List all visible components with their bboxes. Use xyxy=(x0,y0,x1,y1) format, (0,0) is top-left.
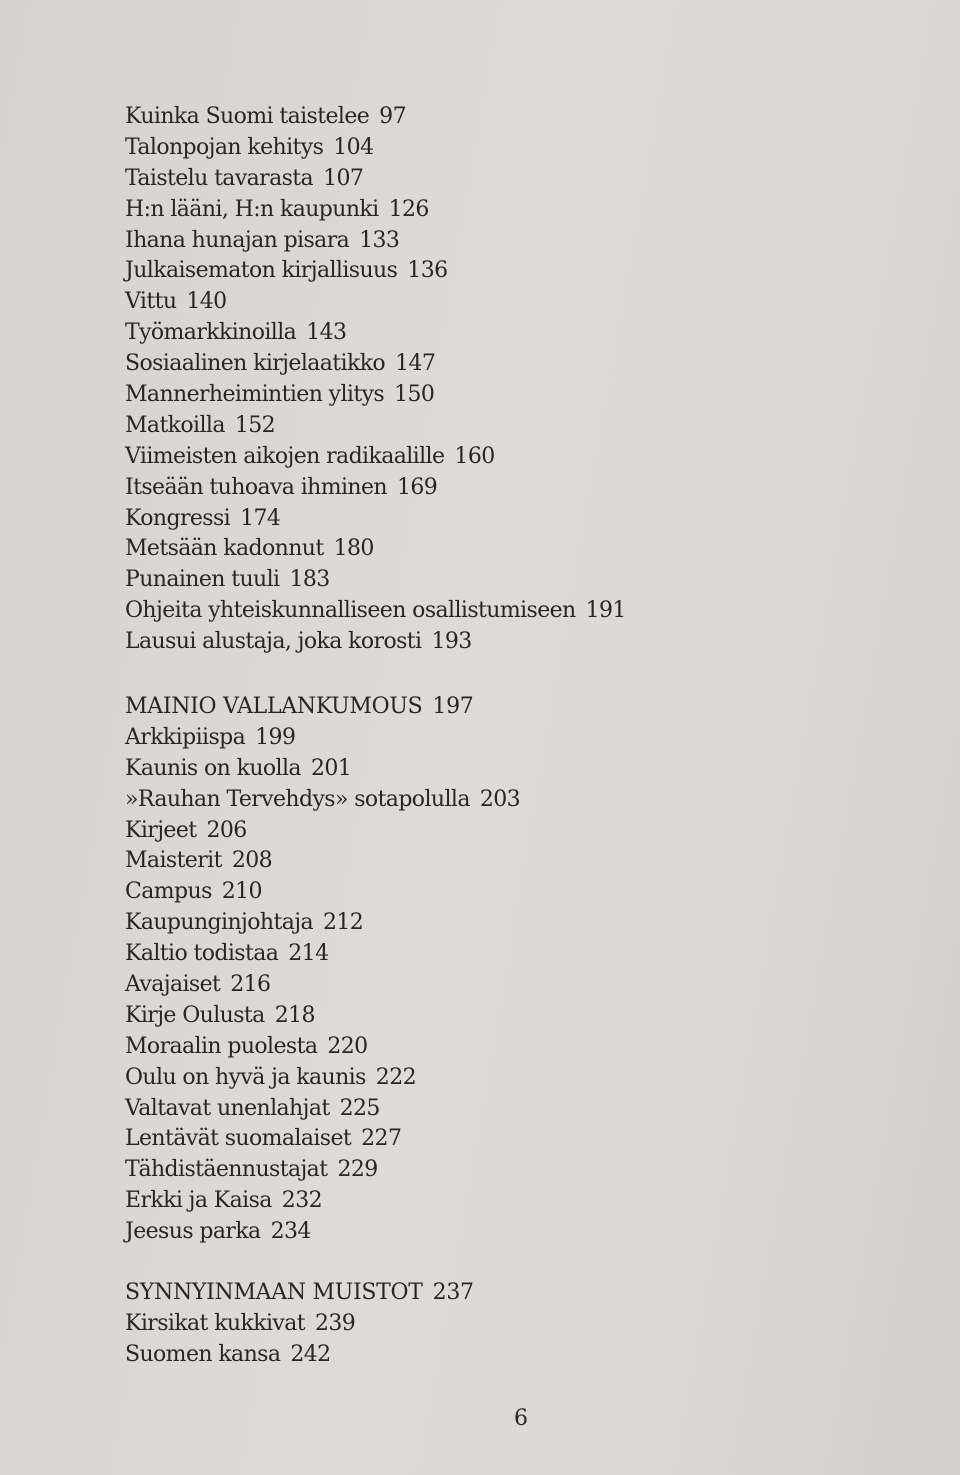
toc-section-synnyinmaan-muistot xyxy=(125,1278,474,1371)
toc-entry xyxy=(125,195,626,226)
entry-page-number: 222 xyxy=(375,1064,416,1090)
toc-entry xyxy=(125,939,520,970)
entry-page-number: 180 xyxy=(333,536,374,562)
toc-entry xyxy=(125,877,520,908)
entry-page-number: 160 xyxy=(454,443,495,469)
entry-title: Julkaisematon kirjallisuus xyxy=(125,258,398,284)
toc-entry xyxy=(125,1094,520,1125)
entry-page-number: 234 xyxy=(270,1219,311,1245)
entry-page-number: 193 xyxy=(431,629,472,655)
entry-title: Valtavat unenlahjat xyxy=(125,1095,330,1121)
toc-entry xyxy=(125,287,626,318)
entry-title: Arkkipiispa xyxy=(125,724,246,750)
toc-entry xyxy=(125,1340,474,1371)
entry-page-number: 218 xyxy=(274,1002,315,1028)
toc-entry xyxy=(125,1309,474,1340)
toc-entry xyxy=(125,411,626,442)
toc-section-1 xyxy=(125,102,626,658)
entry-page-number: 201 xyxy=(310,755,352,781)
entry-page-number: 199 xyxy=(255,724,296,750)
entry-page-number: 210 xyxy=(221,879,262,905)
entry-page-number: 208 xyxy=(231,848,273,874)
entry-title: Itseään tuhoava ihminen xyxy=(125,474,387,500)
entry-title: Viimeisten aikojen radikaalille xyxy=(125,443,445,469)
entry-page-number: 140 xyxy=(186,289,227,315)
entry-title: Kongressi xyxy=(125,505,231,531)
toc-entry xyxy=(125,442,626,473)
section-heading xyxy=(125,1278,474,1309)
toc-entry xyxy=(125,102,626,133)
entry-title: Vittu xyxy=(125,289,177,315)
entry-title: Metsään kadonnut xyxy=(125,536,324,562)
entry-page-number: 237 xyxy=(432,1280,474,1305)
entry-page-number: 143 xyxy=(306,320,347,346)
entry-title: Jeesus parka xyxy=(125,1219,261,1245)
entry-title: Erkki ja Kaisa xyxy=(125,1188,272,1214)
toc-entry xyxy=(125,596,626,627)
toc-entry xyxy=(125,908,520,939)
entry-page-number: 227 xyxy=(361,1126,402,1152)
toc-entry xyxy=(125,1063,520,1094)
entry-title: Tähdistäennustajat xyxy=(125,1157,328,1183)
entry-page-number: 126 xyxy=(388,196,429,222)
toc-entry xyxy=(125,1217,520,1248)
entry-page-number: 150 xyxy=(394,382,435,408)
toc-entry xyxy=(125,164,626,195)
entry-title: Lentävät suomalaiset xyxy=(125,1126,352,1152)
entry-page-number: 206 xyxy=(206,817,247,843)
entry-title: Maisterit xyxy=(125,848,222,874)
toc-entry xyxy=(125,133,626,164)
entry-title: Työmarkkinoilla xyxy=(125,320,297,346)
toc-entry xyxy=(125,627,626,658)
toc-entry xyxy=(125,816,520,847)
entry-page-number: 197 xyxy=(432,694,474,719)
entry-page-number: 229 xyxy=(337,1157,378,1183)
toc-entry xyxy=(125,256,626,287)
toc-entry xyxy=(125,473,626,504)
toc-entry xyxy=(125,1032,520,1063)
entry-page-number: 214 xyxy=(288,941,329,967)
entry-page-number: 104 xyxy=(333,134,374,160)
entry-title: Kirje Oulusta xyxy=(125,1002,265,1028)
toc-entry xyxy=(125,565,626,596)
entry-page-number: 133 xyxy=(359,227,400,253)
toc-entry xyxy=(125,1124,520,1155)
entry-page-number: 152 xyxy=(234,412,276,438)
toc-entry xyxy=(125,1155,520,1186)
entry-page-number: 212 xyxy=(322,910,364,936)
toc-entry xyxy=(125,534,626,565)
entry-title: Talonpojan kehitys xyxy=(125,134,324,160)
entry-page-number: 220 xyxy=(327,1033,368,1059)
entry-page-number: 147 xyxy=(395,351,436,377)
entry-title: Taistelu tavarasta xyxy=(125,165,314,191)
entry-title: SYNNYINMAAN MUISTOT xyxy=(125,1280,423,1305)
toc-entry xyxy=(125,723,520,754)
entry-title: Moraalin puolesta xyxy=(125,1033,318,1059)
entry-title: Kuinka Suomi taistelee xyxy=(125,104,370,129)
section-heading xyxy=(125,692,520,723)
entry-title: Kirjeet xyxy=(125,817,197,843)
entry-title: Sosiaalinen kirjelaatikko xyxy=(125,351,386,377)
toc-entry xyxy=(125,380,626,411)
entry-title: Ohjeita yhteiskunnalliseen osallistumiseen xyxy=(125,598,576,624)
toc-entry xyxy=(125,504,626,535)
entry-title: Ihana hunajan pisara xyxy=(125,227,350,253)
entry-page-number: 232 xyxy=(281,1188,322,1214)
page-number: 6 xyxy=(514,1406,528,1431)
toc-entry xyxy=(125,226,626,257)
entry-title: Kaunis on kuolla xyxy=(125,755,301,781)
entry-title: Kaupunginjohtaja xyxy=(125,910,313,936)
entry-title: Lausui alustaja, joka korosti xyxy=(125,629,422,655)
entry-title: H:n lääni, H:n kaupunki xyxy=(125,196,379,222)
entry-page-number: 242 xyxy=(290,1341,331,1367)
toc-entry xyxy=(125,846,520,877)
entry-page-number: 136 xyxy=(407,258,448,284)
toc-entry xyxy=(125,349,626,380)
entry-page-number: 107 xyxy=(323,165,364,191)
entry-title: MAINIO VALLANKUMOUS xyxy=(125,694,423,719)
entry-page-number: 174 xyxy=(240,505,281,531)
entry-page-number: 191 xyxy=(585,598,626,624)
toc-entry xyxy=(125,1001,520,1032)
entry-title: Campus xyxy=(125,879,212,905)
entry-page-number: 225 xyxy=(339,1095,380,1121)
toc-entry xyxy=(125,318,626,349)
toc-section-mainio-vallankumous xyxy=(125,692,520,1248)
entry-title: Kirsikat kukkivat xyxy=(125,1310,305,1336)
entry-title: Suomen kansa xyxy=(125,1341,281,1367)
entry-page-number: 239 xyxy=(314,1310,356,1336)
toc-entry xyxy=(125,785,520,816)
entry-title: Avajaiset xyxy=(125,972,221,998)
toc-entry xyxy=(125,1186,520,1217)
entry-page-number: 216 xyxy=(230,972,271,998)
entry-title: »Rauhan Tervehdys» sotapolulla xyxy=(125,786,470,812)
entry-title: Kaltio todistaa xyxy=(125,941,279,967)
entry-title: Mannerheimintien ylitys xyxy=(125,382,385,408)
entry-page-number: 203 xyxy=(479,786,521,812)
toc-entry xyxy=(125,754,520,785)
entry-page-number: 169 xyxy=(396,474,438,500)
toc-entry xyxy=(125,970,520,1001)
entry-title: Matkoilla xyxy=(125,412,225,438)
entry-title: Punainen tuuli xyxy=(125,567,280,593)
entry-page-number: 183 xyxy=(289,567,330,593)
entry-page-number: 97 xyxy=(379,104,406,129)
entry-title: Oulu on hyvä ja kaunis xyxy=(125,1064,366,1090)
